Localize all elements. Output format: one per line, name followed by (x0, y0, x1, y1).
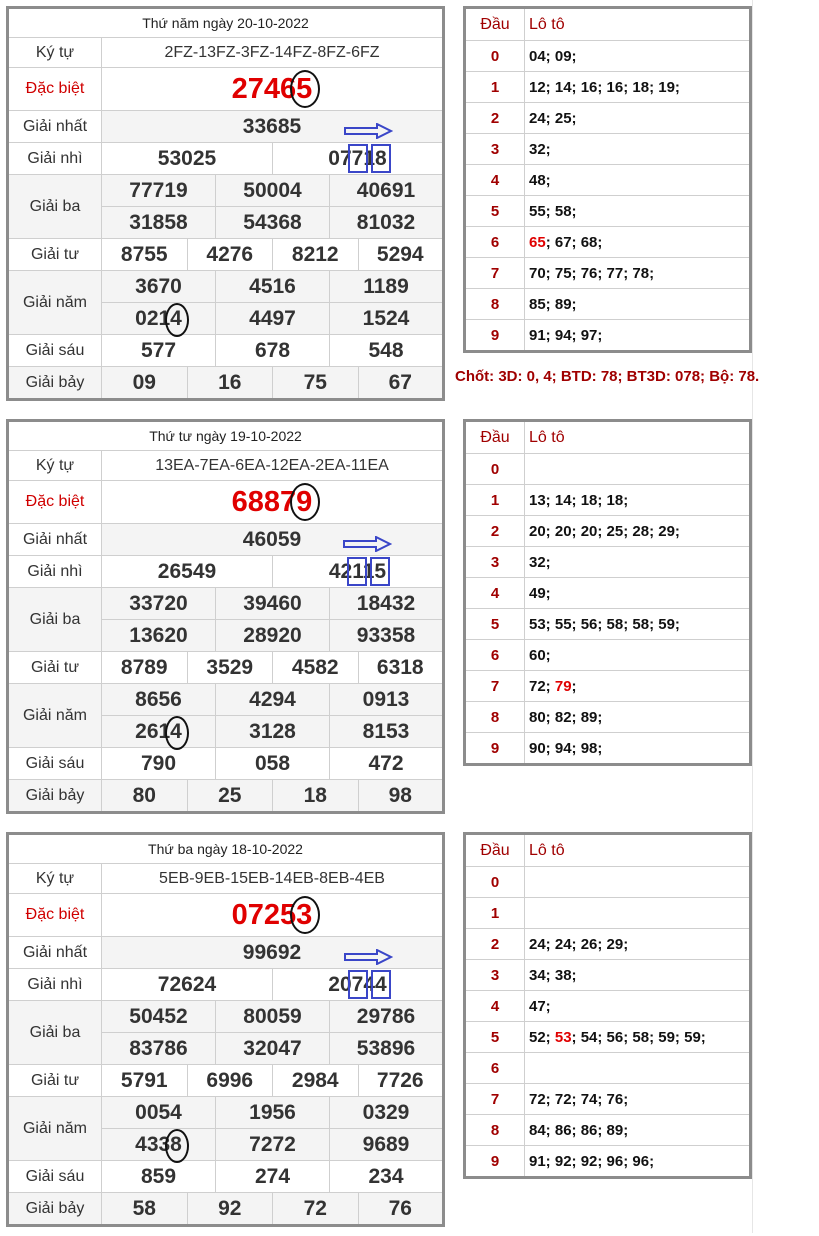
loto-row (465, 929, 751, 960)
loto-row (465, 867, 751, 898)
results-table (6, 6, 445, 401)
second-prize-digit-box (371, 144, 391, 173)
special-last-digit-circle (290, 483, 320, 521)
results-table (6, 419, 445, 814)
third-prize-number: 93358 (330, 620, 444, 652)
loto-row (465, 960, 751, 991)
third-prize-number: 18432 (330, 588, 444, 620)
second-prize-number: 26549 (102, 556, 273, 588)
loto-head-digit: 4 (465, 165, 525, 196)
fourth-prize-number: 4582 (273, 652, 359, 684)
sixth-prize-number: 790 (102, 748, 216, 780)
dau-header: Đầu (465, 8, 525, 41)
loto-row (465, 72, 751, 103)
fourth-prize-number: 5791 (102, 1065, 188, 1097)
day-block (0, 0, 819, 410)
loto-head-digit: 0 (465, 867, 525, 898)
third-prize-number: 32047 (216, 1033, 330, 1065)
sixth-prize-number: 234 (330, 1161, 444, 1193)
seventh-prize-number: 09 (102, 367, 188, 400)
sau-label: Giải sáu (8, 1161, 102, 1193)
loto-head-digit: 3 (465, 547, 525, 578)
loto-row (465, 991, 751, 1022)
loto-values (525, 454, 751, 485)
seventh-prize-number: 18 (273, 780, 359, 813)
loto-row (465, 227, 751, 258)
third-prize-number: 50004 (216, 175, 330, 207)
loto-values: 47; (525, 991, 751, 1022)
loto-row (465, 1053, 751, 1084)
loto-values: 24; 24; 26; 29; (525, 929, 751, 960)
fourth-prize-number: 7726 (358, 1065, 444, 1097)
seventh-prize-number: 92 (187, 1193, 273, 1226)
loto-head-digit: 5 (465, 609, 525, 640)
kytu-codes: 2FZ-13FZ-3FZ-14FZ-8FZ-6FZ (102, 38, 444, 68)
loto-values: 91; 92; 92; 96; 96; (525, 1146, 751, 1178)
nam-label: Giải năm (8, 684, 102, 748)
loto-head-digit: 8 (465, 702, 525, 733)
loto-values: 60; (525, 640, 751, 671)
second-prize-number: 20744 (273, 969, 444, 1001)
fifth-prize-number: 3128 (216, 716, 330, 748)
sixth-prize-number: 274 (216, 1161, 330, 1193)
second-prize-number: 72624 (102, 969, 273, 1001)
loto-row (465, 454, 751, 485)
loto-row (465, 578, 751, 609)
loto-values: 52; 53; 54; 56; 58; 59; 59; (525, 1022, 751, 1053)
third-prize-number: 29786 (330, 1001, 444, 1033)
fourth-prize-number: 3529 (187, 652, 273, 684)
fifth-prize-number: 4338 (102, 1129, 216, 1161)
seventh-prize-number: 80 (102, 780, 188, 813)
loto-row (465, 733, 751, 765)
second-prize-number: 42115 (273, 556, 444, 588)
kytu-label: Ký tự (8, 451, 102, 481)
seventh-prize-number: 58 (102, 1193, 188, 1226)
loto-values: 32; (525, 134, 751, 165)
nhat-label: Giải nhất (8, 937, 102, 969)
loto-head-digit: 8 (465, 1115, 525, 1146)
fifth-prize-digit-circle (165, 303, 189, 337)
third-prize-number: 83786 (102, 1033, 216, 1065)
special-prize-number: 27465 (102, 68, 444, 111)
dau-header: Đầu (465, 421, 525, 454)
seventh-prize-number: 72 (273, 1193, 359, 1226)
second-prize-digit-box (348, 144, 368, 173)
kytu-codes: 13EA-7EA-6EA-12EA-2EA-11EA (102, 451, 444, 481)
loto-row (465, 165, 751, 196)
third-prize-number: 40691 (330, 175, 444, 207)
prediction-note: Chốt: 3D: 0, 4; BTD: 78; BT3D: 078; Bộ: 78. (455, 368, 760, 385)
loto-head-digit: 7 (465, 671, 525, 702)
loto-values: 48; (525, 165, 751, 196)
loto-table (463, 832, 752, 1179)
seventh-prize-number: 25 (187, 780, 273, 813)
seventh-prize-number: 16 (187, 367, 273, 400)
ba-label: Giải ba (8, 588, 102, 652)
third-prize-number: 33720 (102, 588, 216, 620)
loto-head-digit: 9 (465, 320, 525, 352)
bay-label: Giải bảy (8, 780, 102, 813)
fifth-prize-number: 2614 (102, 716, 216, 748)
second-prize-digit-box (347, 557, 367, 586)
dau-header: Đầu (465, 834, 525, 867)
fifth-prize-number: 4516 (216, 271, 330, 303)
third-prize-number: 54368 (216, 207, 330, 239)
loto-row (465, 320, 751, 352)
fifth-prize-number: 8153 (330, 716, 444, 748)
loto-values: 34; 38; (525, 960, 751, 991)
fifth-prize-digit-circle (165, 1129, 189, 1163)
dacbiet-label: Đặc biệt (8, 481, 102, 524)
loto-head-digit: 0 (465, 41, 525, 72)
seventh-prize-number: 76 (358, 1193, 444, 1226)
third-prize-number: 81032 (330, 207, 444, 239)
fifth-prize-number: 4294 (216, 684, 330, 716)
loto-head-digit: 9 (465, 733, 525, 765)
loto-values: 24; 25; (525, 103, 751, 134)
loto-values (525, 1053, 751, 1084)
loto-head-digit: 4 (465, 991, 525, 1022)
loto-row (465, 1084, 751, 1115)
loto-row (465, 640, 751, 671)
loto-head-digit: 7 (465, 1084, 525, 1115)
third-prize-number: 31858 (102, 207, 216, 239)
kytu-codes: 5EB-9EB-15EB-14EB-8EB-4EB (102, 864, 444, 894)
fourth-prize-number: 5294 (358, 239, 444, 271)
tu-label: Giải tư (8, 1065, 102, 1097)
first-prize-number: 46059 (102, 524, 444, 556)
fifth-prize-number: 1524 (330, 303, 444, 335)
loto-head-digit: 2 (465, 516, 525, 547)
fourth-prize-number: 4276 (187, 239, 273, 271)
loto-head-digit: 1 (465, 485, 525, 516)
loto-values: 20; 20; 20; 25; 28; 29; (525, 516, 751, 547)
nhi-label: Giải nhì (8, 969, 102, 1001)
sixth-prize-number: 548 (330, 335, 444, 367)
third-prize-number: 53896 (330, 1033, 444, 1065)
fifth-prize-number: 7272 (216, 1129, 330, 1161)
loto-row (465, 671, 751, 702)
results-table (6, 832, 445, 1227)
fifth-prize-number: 9689 (330, 1129, 444, 1161)
loto-head-digit: 0 (465, 454, 525, 485)
second-prize-digit-box (348, 970, 368, 999)
second-prize-digit-box (370, 557, 390, 586)
loto-highlight: 65 (529, 233, 546, 251)
loto-row (465, 289, 751, 320)
nhi-label: Giải nhì (8, 556, 102, 588)
loto-values (525, 867, 751, 898)
nhat-label: Giải nhất (8, 111, 102, 143)
loto-values: 04; 09; (525, 41, 751, 72)
fourth-prize-number: 2984 (273, 1065, 359, 1097)
loto-highlight: 79 (554, 677, 572, 695)
loto-head-digit: 8 (465, 289, 525, 320)
third-prize-number: 28920 (216, 620, 330, 652)
loto-head-digit: 2 (465, 929, 525, 960)
kytu-label: Ký tự (8, 38, 102, 68)
loto-values: 53; 55; 56; 58; 58; 59; (525, 609, 751, 640)
sau-label: Giải sáu (8, 748, 102, 780)
third-prize-number: 80059 (216, 1001, 330, 1033)
loto-row (465, 609, 751, 640)
bay-label: Giải bảy (8, 1193, 102, 1226)
loto-row (465, 547, 751, 578)
ba-label: Giải ba (8, 175, 102, 239)
loto-row (465, 485, 751, 516)
dacbiet-label: Đặc biệt (8, 894, 102, 937)
loto-row (465, 1115, 751, 1146)
fourth-prize-number: 6996 (187, 1065, 273, 1097)
kytu-label: Ký tự (8, 864, 102, 894)
loto-values: 49; (525, 578, 751, 609)
loto-values: 72; 79; (525, 671, 751, 702)
loto-row (465, 41, 751, 72)
day-block (0, 413, 819, 823)
draw-date: Thứ ba ngày 18-10-2022 (8, 834, 444, 864)
nam-label: Giải năm (8, 271, 102, 335)
loto-table (463, 6, 752, 353)
loto-header: Lô tô (525, 834, 751, 867)
special-last-digit-circle (290, 70, 320, 108)
loto-head-digit: 9 (465, 1146, 525, 1178)
loto-values: 12; 14; 16; 16; 18; 19; (525, 72, 751, 103)
loto-head-digit: 2 (465, 103, 525, 134)
nhi-label: Giải nhì (8, 143, 102, 175)
loto-values: 84; 86; 86; 89; (525, 1115, 751, 1146)
loto-row (465, 702, 751, 733)
loto-values: 90; 94; 98; (525, 733, 751, 765)
draw-date: Thứ năm ngày 20-10-2022 (8, 8, 444, 38)
third-prize-number: 77719 (102, 175, 216, 207)
loto-head-digit: 1 (465, 72, 525, 103)
draw-date: Thứ tư ngày 19-10-2022 (8, 421, 444, 451)
bay-label: Giải bảy (8, 367, 102, 400)
loto-header: Lô tô (525, 421, 751, 454)
loto-values: 13; 14; 18; 18; (525, 485, 751, 516)
sixth-prize-number: 678 (216, 335, 330, 367)
loto-head-digit: 7 (465, 258, 525, 289)
special-prize-number: 68879 (102, 481, 444, 524)
tu-label: Giải tư (8, 239, 102, 271)
day-block (0, 826, 819, 1236)
loto-head-digit: 3 (465, 134, 525, 165)
loto-values: 55; 58; (525, 196, 751, 227)
third-prize-number: 13620 (102, 620, 216, 652)
third-prize-number: 50452 (102, 1001, 216, 1033)
sixth-prize-number: 859 (102, 1161, 216, 1193)
loto-values (525, 898, 751, 929)
nam-label: Giải năm (8, 1097, 102, 1161)
loto-row (465, 1146, 751, 1178)
loto-values: 32; (525, 547, 751, 578)
loto-row (465, 196, 751, 227)
loto-head-digit: 6 (465, 227, 525, 258)
second-prize-number: 07718 (273, 143, 444, 175)
seventh-prize-number: 67 (358, 367, 444, 400)
loto-head-digit: 6 (465, 1053, 525, 1084)
loto-values: 70; 75; 76; 77; 78; (525, 258, 751, 289)
loto-head-digit: 3 (465, 960, 525, 991)
loto-values: 91; 94; 97; (525, 320, 751, 352)
dacbiet-label: Đặc biệt (8, 68, 102, 111)
nhat-label: Giải nhất (8, 524, 102, 556)
fourth-prize-number: 8212 (273, 239, 359, 271)
loto-header: Lô tô (525, 8, 751, 41)
first-prize-number: 33685 (102, 111, 444, 143)
loto-row (465, 1022, 751, 1053)
seventh-prize-number: 75 (273, 367, 359, 400)
fifth-prize-number: 0054 (102, 1097, 216, 1129)
fifth-prize-number: 0214 (102, 303, 216, 335)
loto-head-digit: 4 (465, 578, 525, 609)
fifth-prize-number: 4497 (216, 303, 330, 335)
loto-values: 72; 72; 74; 76; (525, 1084, 751, 1115)
loto-values: 85; 89; (525, 289, 751, 320)
fifth-prize-number: 1956 (216, 1097, 330, 1129)
sixth-prize-number: 472 (330, 748, 444, 780)
second-prize-digit-box (371, 970, 391, 999)
tu-label: Giải tư (8, 652, 102, 684)
third-prize-number: 39460 (216, 588, 330, 620)
loto-row (465, 898, 751, 929)
loto-values: 80; 82; 89; (525, 702, 751, 733)
second-prize-number: 53025 (102, 143, 273, 175)
loto-row (465, 516, 751, 547)
fifth-prize-digit-circle (165, 716, 189, 750)
fourth-prize-number: 8789 (102, 652, 188, 684)
fifth-prize-number: 0329 (330, 1097, 444, 1129)
fifth-prize-number: 8656 (102, 684, 216, 716)
fourth-prize-number: 6318 (358, 652, 444, 684)
loto-head-digit: 5 (465, 1022, 525, 1053)
loto-head-digit: 5 (465, 196, 525, 227)
special-prize-number: 07253 (102, 894, 444, 937)
loto-table (463, 419, 752, 766)
loto-row (465, 134, 751, 165)
loto-head-digit: 6 (465, 640, 525, 671)
fifth-prize-number: 0913 (330, 684, 444, 716)
loto-highlight: 53 (554, 1028, 572, 1046)
ba-label: Giải ba (8, 1001, 102, 1065)
sixth-prize-number: 577 (102, 335, 216, 367)
loto-row (465, 258, 751, 289)
loto-head-digit: 1 (465, 898, 525, 929)
fifth-prize-number: 3670 (102, 271, 216, 303)
first-prize-number: 99692 (102, 937, 444, 969)
loto-values: 65; 67; 68; (525, 227, 751, 258)
special-last-digit-circle (290, 896, 320, 934)
fifth-prize-number: 1189 (330, 271, 444, 303)
loto-row (465, 103, 751, 134)
sixth-prize-number: 058 (216, 748, 330, 780)
sau-label: Giải sáu (8, 335, 102, 367)
fourth-prize-number: 8755 (102, 239, 188, 271)
seventh-prize-number: 98 (358, 780, 444, 813)
